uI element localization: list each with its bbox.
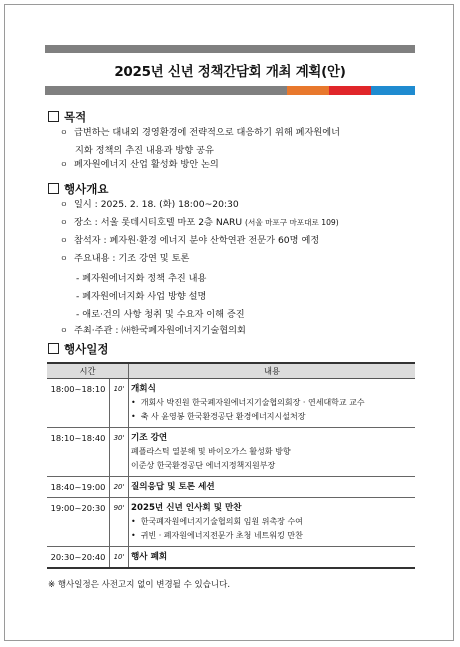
- title-bar-segment: [45, 86, 200, 95]
- circle-bullet-icon: ㅇ: [60, 160, 68, 169]
- row-time: 20:30~20:40: [47, 547, 110, 569]
- overview-attendees: ㅇ 참석자 : 폐자원·환경 에너지 분야 산학연관 전문가 60명 예정: [60, 235, 320, 246]
- row-time: 18:10~18:40: [47, 428, 110, 477]
- title-color-bar: [45, 86, 415, 95]
- table-row: [47, 477, 415, 498]
- table-row: [47, 498, 415, 547]
- title-bar-segment: [371, 86, 415, 95]
- overview-sub-item: - 폐자원에너지화 정책 추진 내용: [76, 273, 207, 284]
- column-header-time: 시간: [47, 363, 129, 379]
- row-duration: 30': [110, 428, 129, 477]
- row-duration: 90': [110, 498, 129, 547]
- row-title: 질의응답 및 토론 세션: [131, 482, 215, 492]
- row-content: [129, 477, 416, 498]
- column-header-content: 내용: [129, 363, 416, 379]
- row-detail: • 한국폐자원에너지기술협의회 임원 위촉장 수여: [131, 515, 413, 529]
- row-detail: • 귀빈 · 폐자원에너지전문가 초청 네트워킹 만찬: [131, 529, 413, 543]
- schedule-table: [47, 362, 415, 569]
- table-row: [47, 547, 415, 569]
- row-title: 개회식: [131, 384, 156, 394]
- overview-date: ㅇ 일시 : 2025. 2. 18. (화) 18:00~20:30: [60, 199, 239, 210]
- row-duration: 10': [110, 379, 129, 428]
- overview-host: ㅇ 주최·주관 : ㈔한국폐자원에너지기술협의회: [60, 325, 246, 336]
- circle-bullet-icon: ㅇ: [60, 326, 68, 335]
- overview-sub-item: - 폐자원에너지화 사업 방향 설명: [76, 291, 207, 302]
- overview-sub-item: - 애로·건의 사항 청취 및 수요자 이해 증진: [76, 309, 245, 320]
- circle-bullet-icon: ㅇ: [60, 200, 68, 209]
- row-time: 18:00~18:10: [47, 379, 110, 428]
- row-content: [129, 547, 416, 569]
- row-content: [129, 498, 416, 547]
- purpose-bullet-continuation: 지화 정책의 추진 내용과 방향 공유: [75, 145, 214, 156]
- circle-bullet-icon: ㅇ: [60, 254, 68, 263]
- section-heading-purpose: 목적: [48, 109, 86, 125]
- row-detail: • 개회사 박진원 한국폐자원에너지기술협의회장 · 연세대학교 교수: [131, 396, 413, 410]
- row-duration: 20': [110, 477, 129, 498]
- row-duration: 10': [110, 547, 129, 569]
- section-heading-schedule: 행사일정: [48, 341, 108, 357]
- table-row: [47, 379, 415, 428]
- row-title: 기조 강연: [131, 433, 168, 443]
- circle-bullet-icon: ㅇ: [60, 128, 68, 137]
- purpose-bullet: ㅇ 급변하는 대내외 경영환경에 전략적으로 대응하기 위해 폐자원에너: [60, 127, 341, 138]
- document-title: 2025년 신년 정책간담회 개최 계획(안): [114, 64, 346, 80]
- circle-bullet-icon: ㅇ: [60, 218, 68, 227]
- row-title: 2025년 신년 인사회 및 만찬: [131, 503, 242, 513]
- title-top-bar: [45, 45, 415, 53]
- title-bar-segment: [200, 86, 287, 95]
- checkbox-square-icon: [48, 343, 59, 354]
- purpose-bullet: ㅇ 폐자원에너지 산업 활성화 방안 논의: [60, 159, 219, 170]
- schedule-note: ※ 행사일정은 사전고지 없이 변경될 수 있습니다.: [48, 580, 231, 590]
- schedule-header-row: [47, 363, 415, 379]
- title-bar-segment: [287, 86, 329, 95]
- row-detail: 이준상 한국환경공단 에너지정책지원부장: [131, 461, 276, 470]
- checkbox-square-icon: [48, 111, 59, 122]
- row-content: [129, 428, 416, 477]
- row-title: 행사 폐회: [131, 552, 168, 562]
- overview-main-content: ㅇ 주요내용 : 기조 강연 및 토론: [60, 253, 190, 264]
- section-heading-overview: 행사개요: [48, 181, 108, 197]
- row-detail: 폐플라스틱 열분해 및 바이오가스 활성화 방향: [131, 447, 291, 456]
- row-detail: • 축 사 윤영봉 한국환경공단 환경에너지시설처장: [131, 410, 413, 424]
- row-content: [129, 379, 416, 428]
- checkbox-square-icon: [48, 183, 59, 194]
- title-bar-segment: [329, 86, 371, 95]
- table-row: [47, 428, 415, 477]
- overview-place: ㅇ 장소 : 서울 롯데시티호텔 마포 2층 NARU (서울 마포구 마포대로 109): [60, 217, 339, 228]
- row-time: 19:00~20:30: [47, 498, 110, 547]
- row-time: 18:40~19:00: [47, 477, 110, 498]
- circle-bullet-icon: ㅇ: [60, 236, 68, 245]
